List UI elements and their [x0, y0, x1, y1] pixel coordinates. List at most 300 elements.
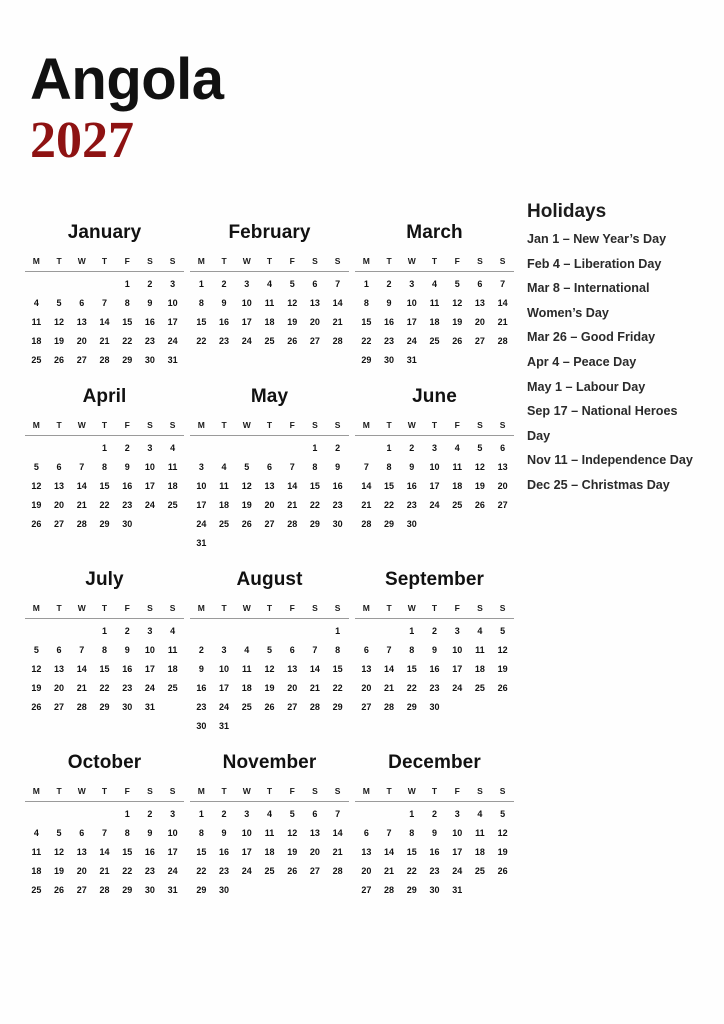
- day-cell[interactable]: 30: [144, 885, 155, 895]
- day-cell[interactable]: 18: [429, 317, 440, 327]
- day-cell[interactable]: 10: [167, 828, 178, 838]
- day-cell[interactable]: 15: [332, 664, 343, 674]
- day-cell[interactable]: 28: [384, 885, 395, 895]
- day-cell[interactable]: 7: [101, 828, 107, 838]
- day-cell[interactable]: 11: [167, 462, 178, 472]
- day-cell[interactable]: 16: [122, 481, 133, 491]
- day-cell[interactable]: 5: [454, 279, 460, 289]
- day-cell[interactable]: 29: [384, 519, 395, 529]
- day-cell[interactable]: 1: [312, 443, 318, 453]
- day-cell[interactable]: 17: [452, 664, 463, 674]
- day-cell[interactable]: 19: [241, 500, 252, 510]
- day-cell[interactable]: 4: [266, 809, 272, 819]
- day-cell[interactable]: 20: [76, 336, 87, 346]
- day-cell[interactable]: 22: [196, 336, 207, 346]
- day-cell[interactable]: 12: [31, 481, 42, 491]
- day-cell[interactable]: 14: [99, 317, 110, 327]
- day-cell[interactable]: 2: [431, 626, 437, 636]
- day-cell[interactable]: 4: [33, 298, 39, 308]
- day-cell[interactable]: 25: [264, 336, 275, 346]
- day-cell[interactable]: 7: [500, 279, 506, 289]
- day-cell[interactable]: 6: [363, 828, 369, 838]
- day-cell[interactable]: 21: [361, 500, 372, 510]
- day-cell[interactable]: 4: [454, 443, 460, 453]
- day-cell[interactable]: 10: [452, 645, 463, 655]
- day-cell[interactable]: 2: [147, 809, 153, 819]
- day-cell[interactable]: 29: [406, 885, 417, 895]
- day-cell[interactable]: 24: [452, 866, 463, 876]
- day-cell[interactable]: 21: [497, 317, 508, 327]
- day-cell[interactable]: 1: [363, 279, 369, 289]
- day-cell[interactable]: 24: [167, 336, 178, 346]
- day-cell[interactable]: 23: [196, 702, 207, 712]
- day-cell[interactable]: 30: [122, 702, 133, 712]
- day-cell[interactable]: 14: [332, 828, 343, 838]
- day-cell[interactable]: 30: [122, 519, 133, 529]
- day-cell[interactable]: 13: [76, 847, 87, 857]
- day-cell[interactable]: 2: [409, 443, 415, 453]
- day-cell[interactable]: 16: [429, 664, 440, 674]
- day-cell[interactable]: 2: [221, 279, 227, 289]
- day-cell[interactable]: 13: [264, 481, 275, 491]
- day-cell[interactable]: 3: [244, 279, 250, 289]
- day-cell[interactable]: 7: [79, 645, 85, 655]
- day-cell[interactable]: 30: [429, 702, 440, 712]
- day-cell[interactable]: 3: [170, 809, 176, 819]
- day-cell[interactable]: 28: [361, 519, 372, 529]
- day-cell[interactable]: 7: [386, 645, 392, 655]
- day-cell[interactable]: 1: [198, 809, 204, 819]
- day-cell[interactable]: 20: [361, 866, 372, 876]
- day-cell[interactable]: 27: [309, 336, 320, 346]
- day-cell[interactable]: 1: [124, 809, 130, 819]
- day-cell[interactable]: 23: [406, 500, 417, 510]
- day-cell[interactable]: 29: [122, 355, 133, 365]
- day-cell[interactable]: 23: [384, 336, 395, 346]
- day-cell[interactable]: 28: [332, 336, 343, 346]
- day-cell[interactable]: 14: [309, 664, 320, 674]
- day-cell[interactable]: 27: [309, 866, 320, 876]
- day-cell[interactable]: 10: [429, 462, 440, 472]
- day-cell[interactable]: 21: [384, 866, 395, 876]
- day-cell[interactable]: 22: [361, 336, 372, 346]
- day-cell[interactable]: 31: [406, 355, 417, 365]
- day-cell[interactable]: 10: [167, 298, 178, 308]
- day-cell[interactable]: 12: [241, 481, 252, 491]
- day-cell[interactable]: 1: [335, 626, 341, 636]
- day-cell[interactable]: 16: [406, 481, 417, 491]
- day-cell[interactable]: 28: [99, 355, 110, 365]
- day-cell[interactable]: 17: [406, 317, 417, 327]
- day-cell[interactable]: 7: [312, 645, 318, 655]
- day-cell[interactable]: 17: [429, 481, 440, 491]
- day-cell[interactable]: 20: [54, 683, 65, 693]
- day-cell[interactable]: 18: [264, 847, 275, 857]
- day-cell[interactable]: 22: [384, 500, 395, 510]
- day-cell[interactable]: 12: [497, 828, 508, 838]
- day-cell[interactable]: 3: [221, 645, 227, 655]
- day-cell[interactable]: 10: [144, 462, 155, 472]
- day-cell[interactable]: 23: [219, 866, 230, 876]
- day-cell[interactable]: 13: [497, 462, 508, 472]
- day-cell[interactable]: 6: [477, 279, 483, 289]
- day-cell[interactable]: 13: [474, 298, 485, 308]
- day-cell[interactable]: 17: [241, 317, 252, 327]
- day-cell[interactable]: 29: [196, 885, 207, 895]
- day-cell[interactable]: 20: [309, 847, 320, 857]
- day-cell[interactable]: 10: [406, 298, 417, 308]
- day-cell[interactable]: 27: [361, 885, 372, 895]
- day-cell[interactable]: 13: [309, 828, 320, 838]
- day-cell[interactable]: 24: [167, 866, 178, 876]
- day-cell[interactable]: 19: [54, 336, 65, 346]
- day-cell[interactable]: 8: [386, 462, 392, 472]
- day-cell[interactable]: 19: [474, 481, 485, 491]
- day-cell[interactable]: 24: [429, 500, 440, 510]
- day-cell[interactable]: 2: [335, 443, 341, 453]
- day-cell[interactable]: 16: [332, 481, 343, 491]
- day-cell[interactable]: 23: [429, 866, 440, 876]
- day-cell[interactable]: 1: [198, 279, 204, 289]
- day-cell[interactable]: 23: [122, 500, 133, 510]
- day-cell[interactable]: 10: [452, 828, 463, 838]
- day-cell[interactable]: 10: [241, 828, 252, 838]
- day-cell[interactable]: 5: [244, 462, 250, 472]
- day-cell[interactable]: 18: [452, 481, 463, 491]
- day-cell[interactable]: 15: [196, 847, 207, 857]
- day-cell[interactable]: 21: [99, 866, 110, 876]
- day-cell[interactable]: 11: [31, 317, 42, 327]
- day-cell[interactable]: 25: [452, 500, 463, 510]
- day-cell[interactable]: 27: [76, 885, 87, 895]
- day-cell[interactable]: 13: [54, 664, 65, 674]
- day-cell[interactable]: 18: [474, 664, 485, 674]
- day-cell[interactable]: 30: [429, 885, 440, 895]
- day-cell[interactable]: 20: [264, 500, 275, 510]
- day-cell[interactable]: 24: [219, 702, 230, 712]
- day-cell[interactable]: 9: [335, 462, 341, 472]
- day-cell[interactable]: 23: [332, 500, 343, 510]
- day-cell[interactable]: 8: [363, 298, 369, 308]
- day-cell[interactable]: 9: [431, 828, 437, 838]
- day-cell[interactable]: 25: [474, 683, 485, 693]
- day-cell[interactable]: 7: [363, 462, 369, 472]
- day-cell[interactable]: 14: [287, 481, 298, 491]
- day-cell[interactable]: 4: [170, 443, 176, 453]
- day-cell[interactable]: 22: [99, 500, 110, 510]
- day-cell[interactable]: 5: [33, 462, 39, 472]
- day-cell[interactable]: 3: [170, 279, 176, 289]
- day-cell[interactable]: 15: [406, 847, 417, 857]
- day-cell[interactable]: 10: [196, 481, 207, 491]
- day-cell[interactable]: 19: [287, 317, 298, 327]
- day-cell[interactable]: 3: [454, 626, 460, 636]
- day-cell[interactable]: 18: [31, 336, 42, 346]
- day-cell[interactable]: 2: [124, 443, 130, 453]
- day-cell[interactable]: 11: [475, 645, 485, 655]
- day-cell[interactable]: 22: [196, 866, 207, 876]
- day-cell[interactable]: 11: [219, 481, 229, 491]
- day-cell[interactable]: 11: [475, 828, 485, 838]
- day-cell[interactable]: 17: [144, 664, 155, 674]
- day-cell[interactable]: 23: [144, 866, 155, 876]
- day-cell[interactable]: 3: [454, 809, 460, 819]
- day-cell[interactable]: 12: [54, 847, 65, 857]
- day-cell[interactable]: 14: [332, 298, 343, 308]
- day-cell[interactable]: 29: [122, 885, 133, 895]
- day-cell[interactable]: 9: [221, 298, 227, 308]
- day-cell[interactable]: 11: [31, 847, 42, 857]
- day-cell[interactable]: 24: [196, 519, 207, 529]
- day-cell[interactable]: 31: [219, 721, 230, 731]
- day-cell[interactable]: 13: [361, 664, 372, 674]
- day-cell[interactable]: 27: [361, 702, 372, 712]
- day-cell[interactable]: 17: [167, 847, 178, 857]
- day-cell[interactable]: 22: [122, 866, 133, 876]
- day-cell[interactable]: 26: [287, 336, 298, 346]
- day-cell[interactable]: 16: [144, 847, 155, 857]
- day-cell[interactable]: 15: [99, 481, 110, 491]
- day-cell[interactable]: 23: [429, 683, 440, 693]
- day-cell[interactable]: 7: [79, 462, 85, 472]
- day-cell[interactable]: 7: [386, 828, 392, 838]
- day-cell[interactable]: 20: [287, 683, 298, 693]
- day-cell[interactable]: 1: [409, 626, 415, 636]
- day-cell[interactable]: 1: [101, 443, 107, 453]
- day-cell[interactable]: 30: [406, 519, 417, 529]
- day-cell[interactable]: 25: [219, 519, 230, 529]
- day-cell[interactable]: 21: [76, 500, 87, 510]
- day-cell[interactable]: 25: [264, 866, 275, 876]
- day-cell[interactable]: 24: [144, 683, 155, 693]
- day-cell[interactable]: 14: [384, 847, 395, 857]
- day-cell[interactable]: 6: [266, 462, 272, 472]
- day-cell[interactable]: 29: [309, 519, 320, 529]
- day-cell[interactable]: 20: [76, 866, 87, 876]
- day-cell[interactable]: 15: [196, 317, 207, 327]
- day-cell[interactable]: 18: [219, 500, 230, 510]
- day-cell[interactable]: 12: [287, 828, 298, 838]
- day-cell[interactable]: 25: [167, 683, 178, 693]
- day-cell[interactable]: 15: [384, 481, 395, 491]
- day-cell[interactable]: 11: [264, 298, 275, 308]
- day-cell[interactable]: 7: [101, 298, 107, 308]
- day-cell[interactable]: 15: [309, 481, 320, 491]
- day-cell[interactable]: 19: [287, 847, 298, 857]
- day-cell[interactable]: 18: [31, 866, 42, 876]
- day-cell[interactable]: 21: [332, 317, 343, 327]
- day-cell[interactable]: 26: [264, 702, 275, 712]
- day-cell[interactable]: 6: [289, 645, 295, 655]
- day-cell[interactable]: 10: [241, 298, 252, 308]
- day-cell[interactable]: 16: [144, 317, 155, 327]
- day-cell[interactable]: 27: [54, 519, 65, 529]
- day-cell[interactable]: 4: [477, 626, 483, 636]
- day-cell[interactable]: 8: [198, 828, 204, 838]
- day-cell[interactable]: 31: [167, 885, 178, 895]
- day-cell[interactable]: 2: [147, 279, 153, 289]
- day-cell[interactable]: 9: [124, 645, 130, 655]
- day-cell[interactable]: 26: [31, 519, 42, 529]
- day-cell[interactable]: 30: [332, 519, 343, 529]
- day-cell[interactable]: 30: [384, 355, 395, 365]
- day-cell[interactable]: 4: [33, 828, 39, 838]
- day-cell[interactable]: 16: [219, 317, 230, 327]
- day-cell[interactable]: 25: [31, 885, 42, 895]
- day-cell[interactable]: 9: [386, 298, 392, 308]
- day-cell[interactable]: 26: [474, 500, 485, 510]
- day-cell[interactable]: 18: [241, 683, 252, 693]
- day-cell[interactable]: 15: [406, 664, 417, 674]
- day-cell[interactable]: 12: [264, 664, 275, 674]
- day-cell[interactable]: 8: [409, 645, 415, 655]
- day-cell[interactable]: 1: [409, 809, 415, 819]
- day-cell[interactable]: 3: [147, 443, 153, 453]
- day-cell[interactable]: 2: [124, 626, 130, 636]
- day-cell[interactable]: 9: [198, 664, 204, 674]
- day-cell[interactable]: 27: [497, 500, 508, 510]
- day-cell[interactable]: 26: [452, 336, 463, 346]
- day-cell[interactable]: 17: [144, 481, 155, 491]
- day-cell[interactable]: 29: [99, 519, 110, 529]
- day-cell[interactable]: 13: [76, 317, 87, 327]
- day-cell[interactable]: 14: [497, 298, 508, 308]
- day-cell[interactable]: 12: [31, 664, 42, 674]
- day-cell[interactable]: 22: [309, 500, 320, 510]
- day-cell[interactable]: 8: [409, 828, 415, 838]
- day-cell[interactable]: 14: [384, 664, 395, 674]
- day-cell[interactable]: 19: [31, 500, 42, 510]
- day-cell[interactable]: 30: [144, 355, 155, 365]
- day-cell[interactable]: 15: [99, 664, 110, 674]
- day-cell[interactable]: 19: [31, 683, 42, 693]
- day-cell[interactable]: 24: [241, 336, 252, 346]
- day-cell[interactable]: 24: [452, 683, 463, 693]
- day-cell[interactable]: 11: [167, 645, 178, 655]
- day-cell[interactable]: 8: [101, 645, 107, 655]
- day-cell[interactable]: 6: [56, 462, 62, 472]
- day-cell[interactable]: 21: [76, 683, 87, 693]
- day-cell[interactable]: 15: [361, 317, 372, 327]
- day-cell[interactable]: 20: [54, 500, 65, 510]
- day-cell[interactable]: 24: [406, 336, 417, 346]
- day-cell[interactable]: 5: [500, 626, 506, 636]
- day-cell[interactable]: 14: [76, 481, 87, 491]
- day-cell[interactable]: 8: [335, 645, 341, 655]
- day-cell[interactable]: 7: [335, 809, 341, 819]
- day-cell[interactable]: 24: [241, 866, 252, 876]
- day-cell[interactable]: 5: [266, 645, 272, 655]
- day-cell[interactable]: 5: [33, 645, 39, 655]
- day-cell[interactable]: 30: [219, 885, 230, 895]
- day-cell[interactable]: 19: [264, 683, 275, 693]
- day-cell[interactable]: 12: [497, 645, 508, 655]
- day-cell[interactable]: 25: [429, 336, 440, 346]
- day-cell[interactable]: 4: [431, 279, 437, 289]
- day-cell[interactable]: 30: [196, 721, 207, 731]
- day-cell[interactable]: 29: [99, 702, 110, 712]
- day-cell[interactable]: 27: [264, 519, 275, 529]
- day-cell[interactable]: 9: [147, 828, 153, 838]
- day-cell[interactable]: 12: [287, 298, 298, 308]
- day-cell[interactable]: 31: [144, 702, 155, 712]
- day-cell[interactable]: 9: [124, 462, 130, 472]
- day-cell[interactable]: 28: [384, 702, 395, 712]
- day-cell[interactable]: 22: [406, 866, 417, 876]
- day-cell[interactable]: 4: [221, 462, 227, 472]
- day-cell[interactable]: 20: [309, 317, 320, 327]
- day-cell[interactable]: 5: [56, 298, 62, 308]
- day-cell[interactable]: 19: [497, 664, 508, 674]
- day-cell[interactable]: 29: [332, 702, 343, 712]
- day-cell[interactable]: 31: [452, 885, 463, 895]
- day-cell[interactable]: 9: [431, 645, 437, 655]
- day-cell[interactable]: 8: [198, 298, 204, 308]
- day-cell[interactable]: 17: [219, 683, 230, 693]
- day-cell[interactable]: 6: [312, 279, 318, 289]
- day-cell[interactable]: 13: [54, 481, 65, 491]
- day-cell[interactable]: 2: [431, 809, 437, 819]
- day-cell[interactable]: 7: [335, 279, 341, 289]
- day-cell[interactable]: 28: [332, 866, 343, 876]
- day-cell[interactable]: 17: [167, 317, 178, 327]
- day-cell[interactable]: 20: [361, 683, 372, 693]
- day-cell[interactable]: 3: [244, 809, 250, 819]
- day-cell[interactable]: 6: [312, 809, 318, 819]
- day-cell[interactable]: 6: [363, 645, 369, 655]
- day-cell[interactable]: 26: [287, 866, 298, 876]
- day-cell[interactable]: 9: [409, 462, 415, 472]
- day-cell[interactable]: 21: [332, 847, 343, 857]
- day-cell[interactable]: 11: [264, 828, 275, 838]
- day-cell[interactable]: 10: [219, 664, 230, 674]
- day-cell[interactable]: 11: [242, 664, 252, 674]
- day-cell[interactable]: 28: [76, 702, 87, 712]
- day-cell[interactable]: 26: [241, 519, 252, 529]
- day-cell[interactable]: 16: [384, 317, 395, 327]
- day-cell[interactable]: 5: [477, 443, 483, 453]
- day-cell[interactable]: 28: [76, 519, 87, 529]
- day-cell[interactable]: 26: [497, 683, 508, 693]
- day-cell[interactable]: 4: [477, 809, 483, 819]
- day-cell[interactable]: 4: [170, 626, 176, 636]
- day-cell[interactable]: 6: [56, 645, 62, 655]
- day-cell[interactable]: 17: [196, 500, 207, 510]
- day-cell[interactable]: 28: [497, 336, 508, 346]
- day-cell[interactable]: 25: [31, 355, 42, 365]
- day-cell[interactable]: 3: [147, 626, 153, 636]
- day-cell[interactable]: 28: [287, 519, 298, 529]
- day-cell[interactable]: 8: [101, 462, 107, 472]
- day-cell[interactable]: 26: [31, 702, 42, 712]
- day-cell[interactable]: 13: [309, 298, 320, 308]
- day-cell[interactable]: 6: [500, 443, 506, 453]
- day-cell[interactable]: 19: [54, 866, 65, 876]
- day-cell[interactable]: 15: [122, 847, 133, 857]
- day-cell[interactable]: 25: [241, 702, 252, 712]
- day-cell[interactable]: 28: [99, 885, 110, 895]
- day-cell[interactable]: 8: [124, 828, 130, 838]
- day-cell[interactable]: 27: [287, 702, 298, 712]
- day-cell[interactable]: 18: [264, 317, 275, 327]
- day-cell[interactable]: 7: [289, 462, 295, 472]
- day-cell[interactable]: 11: [452, 462, 462, 472]
- day-cell[interactable]: 9: [147, 298, 153, 308]
- day-cell[interactable]: 17: [452, 847, 463, 857]
- day-cell[interactable]: 24: [144, 500, 155, 510]
- day-cell[interactable]: 31: [196, 538, 207, 548]
- day-cell[interactable]: 11: [429, 298, 440, 308]
